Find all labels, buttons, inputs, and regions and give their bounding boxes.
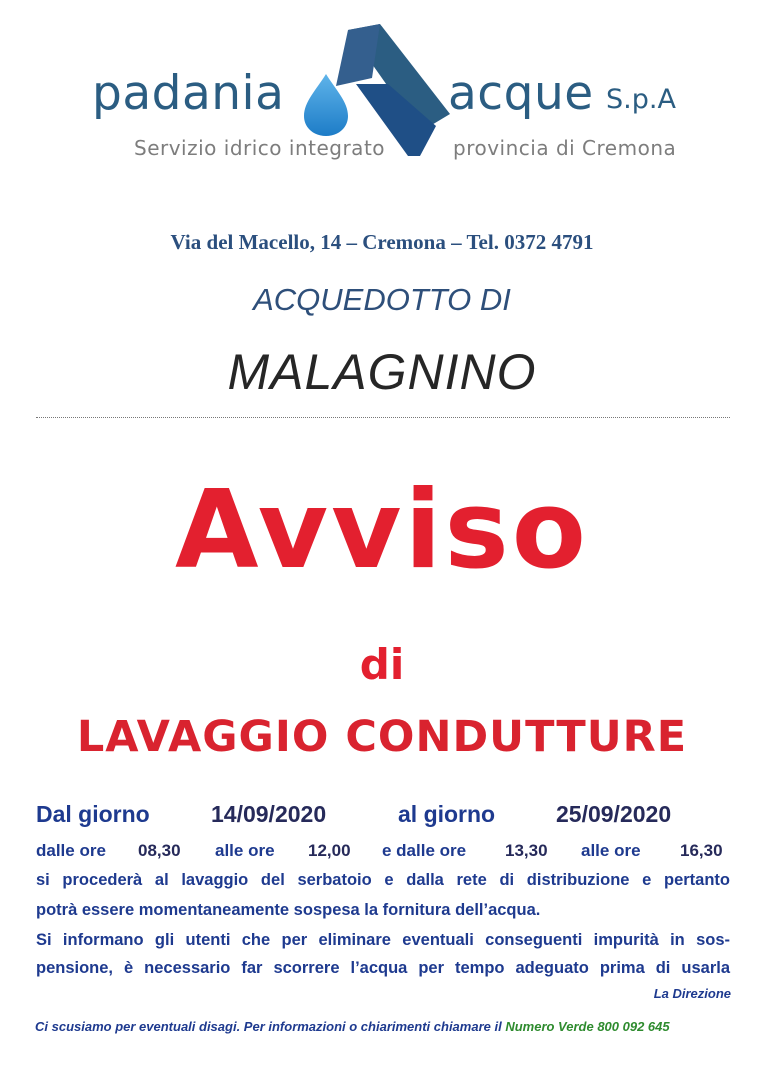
footer-note [35,1019,670,1034]
notice-connector: di [359,640,405,689]
from-date: 14/09/2020 [211,801,327,827]
to-date: 25/09/2020 [556,801,672,827]
body-line-1: si procederà al lavaggio del serbatoio e dalla rete di distribuzione e pertanto [36,871,730,889]
body-line-4: pensione, è necessario far scorrere l’acqua per tempo adeguato prima di usarla [36,959,730,977]
hours-time-4: 16,30 [680,841,723,860]
date-range [0,801,764,831]
body-line-2: potrà essere momentaneamente sospesa la fornitura dell’acqua. [36,901,541,919]
footer-text: Ci scusiamo per eventuali disagi. Per informazioni o chiarimenti chiamare il [35,1019,502,1034]
to-label: al giorno [398,801,496,827]
signature: La Direzione [653,986,731,1001]
logo-tagline-left: Servizio idrico integrato [134,136,386,160]
hotline-number: Numero Verde 800 092 645 [505,1019,670,1034]
town-name: MALAGNINO [227,344,537,400]
divider [36,417,730,418]
from-label: Dal giorno [36,801,150,827]
hours-time-1: 08,30 [138,841,181,860]
aqueduct-heading: ACQUEDOTTO DI [253,282,511,317]
hours-label-3: e dalle ore [382,841,467,860]
body-line-3: Si informano gli utenti che per eliminare eventuali conseguenti impurità in sos- [36,931,730,949]
logo-name-right: acque [448,66,594,121]
time-range [0,841,764,863]
notice-title: Avviso [174,468,590,593]
logo-suffix: S.p.A [606,84,676,115]
hours-time-3: 13,30 [505,841,548,860]
notice-subject: LAVAGGIO CONDUTTURE [76,712,688,762]
hours-label-4: alle ore [581,841,641,860]
logo-name-left: padania [92,66,285,121]
hours-time-2: 12,00 [308,841,351,860]
hours-label-2: alle ore [215,841,275,860]
company-address: Via del Macello, 14 – Cremona – Tel. 0372 4791 [170,230,594,254]
hours-label-1: dalle ore [36,841,106,860]
logo-tagline-right: provincia di Cremona [453,136,677,160]
